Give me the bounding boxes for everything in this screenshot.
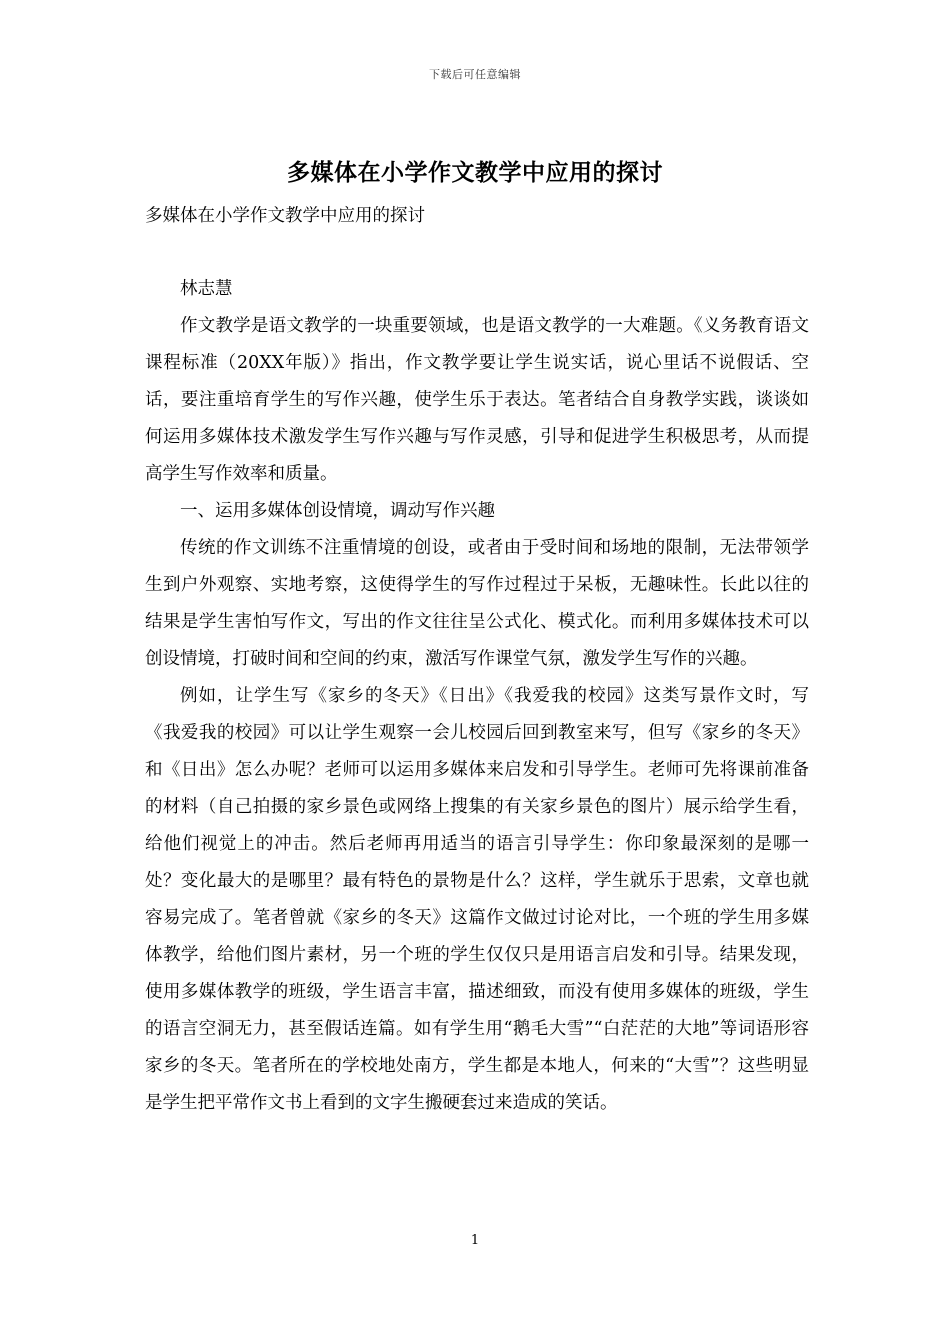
document-subtitle: 多媒体在小学作文教学中应用的探讨 <box>145 206 425 226</box>
section-heading: 一、运用多媒体创设情境，调动写作兴趣 <box>180 501 495 521</box>
page-number: 1 <box>470 1233 480 1248</box>
document-body <box>145 198 809 1122</box>
header-note: 下载后可任意编辑 <box>429 68 521 81</box>
blank-line <box>145 235 809 271</box>
document-title: 多媒体在小学作文教学中应用的探讨 <box>287 159 663 186</box>
paragraph-intro: 作文教学是语文教学的一块重要领域，也是语文教学的一大难题。《义务教育语文课程标准（20XX年版）》指出，作文教学要让学生说实话，说心里话不说假话、空话，要注重培育学生的写作兴趣，使学生乐于表达。笔者结合自身教学实践，谈谈如何运用多媒体技术激发学生写作兴趣与写作灵感，引导和促进学生积极思考，从而提高学生写作效率和质量。 <box>145 316 809 484</box>
paragraph-traditional: 传统的作文训练不注重情境的创设，或者由于受时间和场地的限制，无法带领学生到户外观察、实地考察，这使得学生的写作过程过于呆板，无趣味性。长此以往的结果是学生害怕写作文，写出的作文往往呈公式化、模式化。而利用多媒体技术可以创设情境，打破时间和空间的约束，激活写作课堂气氛，激发学生写作的兴趣。 <box>145 538 809 669</box>
author-name: 林志慧 <box>180 279 233 299</box>
paragraph-example: 例如，让学生写《家乡的冬天》《日出》《我爱我的校园》这类写景作文时，写《我爱我的校园》可以让学生观察一会儿校园后回到教室来写，但写《家乡的冬天》和《日出》怎么办呢？老师可以运用多媒体来启发和引导学生。老师可先将课前准备的材料（自己拍摄的家乡景色或网络上搜集的有关家乡景色的图片）展示给学生看，给他们视觉上的冲击。然后老师再用适当的语言引导学生：你印象最深刻的是哪一处？变化最大的是哪里？最有特色的景物是什么？这样，学生就乐于思索，文章也就容易完成了。笔者曾就《家乡的冬天》这篇作文做过讨论对比，一个班的学生用多媒体教学，给他们图片素材，另一个班的学生仅仅只是用语言启发和引导。结果发现，使用多媒体教学的班级，学生语言丰富，描述细致，而没有使用多媒体的班级，学生的语言空洞无力，甚至假话连篇。如有学生用“鹅毛大雪”“白茫茫的大地”等词语形容家乡的冬天。笔者所在的学校地处南方，学生都是本地人，何来的“大雪”？这些明显是学生把平常作文书上看到的文字生搬硬套过来造成的笑话。 <box>145 686 809 1113</box>
